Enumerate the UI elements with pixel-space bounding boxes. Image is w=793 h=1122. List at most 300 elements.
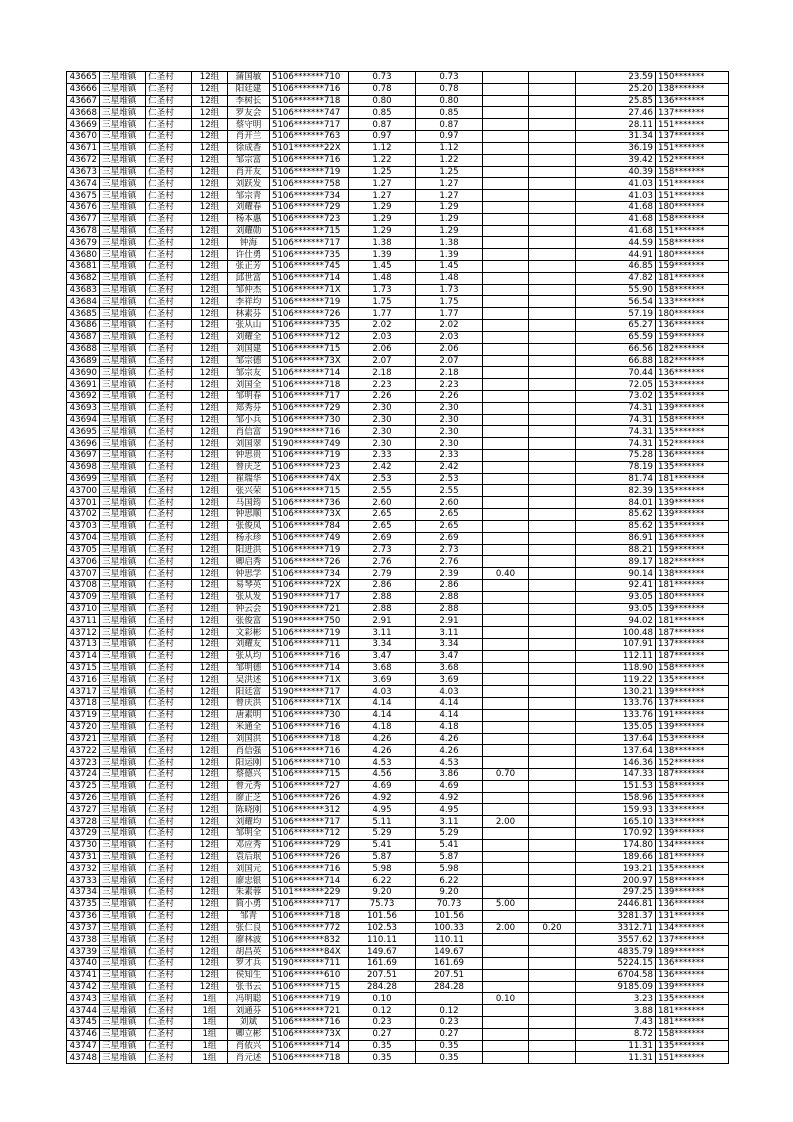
area-part-c-cell: [529, 461, 576, 473]
village-cell: 仁圣村: [146, 1040, 192, 1052]
id-number-cell: 5106*******736: [270, 497, 349, 509]
amount-cell: 65.27: [576, 320, 656, 332]
id-number-cell: 5106*******723: [270, 461, 349, 473]
town-cell: 三星堆镇: [100, 662, 146, 674]
area-part-c-cell: [529, 284, 576, 296]
name-cell: 文彩彬: [228, 627, 270, 639]
subsidy-ledger-table: [66, 71, 729, 1064]
group-cell: 12组: [192, 745, 228, 757]
record-number-cell: 43710: [67, 603, 100, 615]
record-number-cell: 43719: [67, 709, 100, 721]
name-cell: 侯知生: [228, 969, 270, 981]
group-cell: 12组: [192, 331, 228, 343]
group-cell: 12组: [192, 981, 228, 993]
town-cell: 三星堆镇: [100, 627, 146, 639]
table-row: [67, 556, 729, 568]
table-row: [67, 898, 729, 910]
phone-cell: 158*******: [656, 414, 729, 426]
area-part-a-cell: 0.80: [416, 95, 483, 107]
village-cell: 仁圣村: [146, 237, 192, 249]
id-number-cell: 5106*******716: [270, 650, 349, 662]
town-cell: 三星堆镇: [100, 568, 146, 580]
area-total-cell: 0.87: [349, 119, 416, 131]
town-cell: 三星堆镇: [100, 887, 146, 899]
village-cell: 仁圣村: [146, 414, 192, 426]
record-number-cell: 43726: [67, 792, 100, 804]
group-cell: 12组: [192, 201, 228, 213]
amount-cell: 135.05: [576, 721, 656, 733]
table-row: [67, 768, 729, 780]
name-cell: 张书云: [228, 981, 270, 993]
village-cell: 仁圣村: [146, 532, 192, 544]
area-total-cell: 2.23: [349, 379, 416, 391]
phone-cell: 181*******: [656, 615, 729, 627]
area-part-a-cell: 1.22: [416, 154, 483, 166]
phone-cell: 138*******: [656, 568, 729, 580]
area-part-c-cell: [529, 910, 576, 922]
amount-cell: 41.03: [576, 178, 656, 190]
town-cell: 三星堆镇: [100, 745, 146, 757]
area-part-b-cell: [483, 72, 529, 84]
area-part-a-cell: 2.65: [416, 509, 483, 521]
phone-cell: 139*******: [656, 509, 729, 521]
area-part-c-cell: [529, 95, 576, 107]
amount-cell: 81.74: [576, 473, 656, 485]
area-part-c-cell: [529, 1005, 576, 1017]
village-cell: 仁圣村: [146, 863, 192, 875]
town-cell: 三星堆镇: [100, 379, 146, 391]
area-part-a-cell: 2.73: [416, 544, 483, 556]
table-row: [67, 178, 729, 190]
record-number-cell: 43699: [67, 473, 100, 485]
record-number-cell: 43665: [67, 72, 100, 84]
area-total-cell: 1.25: [349, 166, 416, 178]
area-part-c-cell: [529, 816, 576, 828]
area-part-c-cell: [529, 379, 576, 391]
phone-cell: 180*******: [656, 249, 729, 261]
table-row: [67, 485, 729, 497]
name-cell: 杨本惠: [228, 213, 270, 225]
name-cell: 邱世富: [228, 272, 270, 284]
phone-cell: 138*******: [656, 745, 729, 757]
name-cell: 阳廷建: [228, 83, 270, 95]
record-number-cell: 43739: [67, 946, 100, 958]
area-total-cell: 0.78: [349, 83, 416, 95]
id-number-cell: 5106*******749: [270, 532, 349, 544]
village-cell: 仁圣村: [146, 473, 192, 485]
area-part-b-cell: 2.00: [483, 922, 529, 934]
table-row: [67, 957, 729, 969]
amount-cell: 74.31: [576, 402, 656, 414]
id-number-cell: 5106*******730: [270, 414, 349, 426]
area-part-c-cell: [529, 686, 576, 698]
group-cell: 12组: [192, 568, 228, 580]
village-cell: 仁圣村: [146, 922, 192, 934]
area-part-c-cell: [529, 780, 576, 792]
record-number-cell: 43700: [67, 485, 100, 497]
area-part-a-cell: 2.91: [416, 615, 483, 627]
record-number-cell: 43685: [67, 308, 100, 320]
area-part-c-cell: [529, 331, 576, 343]
id-number-cell: 5106*******714: [270, 1040, 349, 1052]
table-row: [67, 379, 729, 391]
town-cell: 三星堆镇: [100, 686, 146, 698]
name-cell: 肖元述: [228, 1052, 270, 1064]
area-part-a-cell: 9.20: [416, 887, 483, 899]
area-part-a-cell: 2.53: [416, 473, 483, 485]
table-row: [67, 119, 729, 131]
area-total-cell: 9.20: [349, 887, 416, 899]
group-cell: 12组: [192, 119, 228, 131]
group-cell: 12组: [192, 863, 228, 875]
name-cell: 肖信强: [228, 745, 270, 757]
town-cell: 三星堆镇: [100, 946, 146, 958]
group-cell: 12组: [192, 698, 228, 710]
area-part-a-cell: 2.30: [416, 402, 483, 414]
phone-cell: 139*******: [656, 721, 729, 733]
table-row: [67, 261, 729, 273]
table-row: [67, 213, 729, 225]
name-cell: 阳廷富: [228, 686, 270, 698]
town-cell: 三星堆镇: [100, 343, 146, 355]
record-number-cell: 43723: [67, 757, 100, 769]
area-part-a-cell: 2.88: [416, 603, 483, 615]
id-number-cell: 5106*******729: [270, 839, 349, 851]
table-row: [67, 320, 729, 332]
area-part-c-cell: [529, 792, 576, 804]
village-cell: 仁圣村: [146, 520, 192, 532]
area-part-b-cell: [483, 757, 529, 769]
id-number-cell: 5106*******747: [270, 107, 349, 119]
id-number-cell: 5106*******729: [270, 402, 349, 414]
name-cell: 邹宗青: [228, 190, 270, 202]
town-cell: 三星堆镇: [100, 721, 146, 733]
area-part-a-cell: 2.39: [416, 568, 483, 580]
record-number-cell: 43680: [67, 249, 100, 261]
area-part-a-cell: 110.11: [416, 934, 483, 946]
table-row: [67, 946, 729, 958]
phone-cell: 187*******: [656, 650, 729, 662]
table-row: [67, 981, 729, 993]
village-cell: 仁圣村: [146, 887, 192, 899]
town-cell: 三星堆镇: [100, 402, 146, 414]
area-part-a-cell: 2.65: [416, 520, 483, 532]
area-part-b-cell: [483, 556, 529, 568]
group-cell: 12组: [192, 851, 228, 863]
table-row: [67, 426, 729, 438]
group-cell: 12组: [192, 178, 228, 190]
area-total-cell: 3.69: [349, 674, 416, 686]
town-cell: 三星堆镇: [100, 828, 146, 840]
amount-cell: 165.10: [576, 816, 656, 828]
amount-cell: 3281.37: [576, 910, 656, 922]
area-part-b-cell: [483, 296, 529, 308]
group-cell: 12组: [192, 261, 228, 273]
area-part-c-cell: [529, 473, 576, 485]
area-part-b-cell: [483, 343, 529, 355]
table-row: [67, 438, 729, 450]
village-cell: 仁圣村: [146, 343, 192, 355]
amount-cell: 8.72: [576, 1028, 656, 1040]
area-part-c-cell: [529, 969, 576, 981]
table-row: [67, 686, 729, 698]
table-row: [67, 568, 729, 580]
amount-cell: 119.22: [576, 674, 656, 686]
village-cell: 仁圣村: [146, 698, 192, 710]
name-cell: 肖开友: [228, 166, 270, 178]
name-cell: 许仕勇: [228, 249, 270, 261]
table-row: [67, 1040, 729, 1052]
phone-cell: 159*******: [656, 261, 729, 273]
group-cell: 12组: [192, 320, 228, 332]
area-part-c-cell: [529, 946, 576, 958]
record-number-cell: 43706: [67, 556, 100, 568]
group-cell: 12组: [192, 166, 228, 178]
town-cell: 三星堆镇: [100, 709, 146, 721]
id-number-cell: 5106*******716: [270, 863, 349, 875]
area-total-cell: 2.30: [349, 402, 416, 414]
town-cell: 三星堆镇: [100, 225, 146, 237]
area-part-b-cell: 0.10: [483, 993, 529, 1005]
record-number-cell: 43741: [67, 969, 100, 981]
group-cell: 12组: [192, 591, 228, 603]
area-total-cell: 2.79: [349, 568, 416, 580]
village-cell: 仁圣村: [146, 154, 192, 166]
amount-cell: 107.91: [576, 639, 656, 651]
amount-cell: 3312.71: [576, 922, 656, 934]
area-part-b-cell: [483, 367, 529, 379]
id-number-cell: 5106*******710: [270, 757, 349, 769]
name-cell: 邹小兵: [228, 414, 270, 426]
town-cell: 三星堆镇: [100, 957, 146, 969]
area-part-c-cell: [529, 201, 576, 213]
area-total-cell: 3.68: [349, 662, 416, 674]
area-part-b-cell: [483, 780, 529, 792]
record-number-cell: 43678: [67, 225, 100, 237]
area-total-cell: 2.69: [349, 532, 416, 544]
record-number-cell: 43683: [67, 284, 100, 296]
amount-cell: 31.34: [576, 131, 656, 143]
area-part-c-cell: [529, 1052, 576, 1064]
area-part-b-cell: [483, 981, 529, 993]
amount-cell: 159.93: [576, 804, 656, 816]
id-number-cell: 5106*******717: [270, 119, 349, 131]
area-total-cell: 0.97: [349, 131, 416, 143]
phone-cell: 135*******: [656, 520, 729, 532]
amount-cell: 73.02: [576, 390, 656, 402]
amount-cell: 189.66: [576, 851, 656, 863]
id-number-cell: 5106*******718: [270, 733, 349, 745]
town-cell: 三星堆镇: [100, 438, 146, 450]
area-part-a-cell: 207.51: [416, 969, 483, 981]
area-part-a-cell: 3.47: [416, 650, 483, 662]
area-part-c-cell: [529, 414, 576, 426]
group-cell: 12组: [192, 887, 228, 899]
area-part-c-cell: [529, 520, 576, 532]
phone-cell: 135*******: [656, 426, 729, 438]
amount-cell: 3557.62: [576, 934, 656, 946]
village-cell: 仁圣村: [146, 1052, 192, 1064]
area-part-a-cell: [416, 993, 483, 1005]
group-cell: 12组: [192, 804, 228, 816]
phone-cell: 182*******: [656, 343, 729, 355]
phone-cell: 135*******: [656, 485, 729, 497]
phone-cell: 158*******: [656, 166, 729, 178]
amount-cell: 90.14: [576, 568, 656, 580]
area-part-a-cell: 2.06: [416, 343, 483, 355]
table-row: [67, 709, 729, 721]
record-number-cell: 43687: [67, 331, 100, 343]
area-part-b-cell: 0.40: [483, 568, 529, 580]
amount-cell: 112.11: [576, 650, 656, 662]
village-cell: 仁圣村: [146, 627, 192, 639]
group-cell: 12组: [192, 225, 228, 237]
table-row: [67, 839, 729, 851]
name-cell: 钟思贵: [228, 450, 270, 462]
id-number-cell: 5106*******71X: [270, 284, 349, 296]
area-part-c-cell: [529, 450, 576, 462]
town-cell: 三星堆镇: [100, 804, 146, 816]
group-cell: 12组: [192, 379, 228, 391]
area-part-c-cell: [529, 828, 576, 840]
area-part-b-cell: [483, 450, 529, 462]
record-number-cell: 43711: [67, 615, 100, 627]
town-cell: 三星堆镇: [100, 1040, 146, 1052]
area-total-cell: 1.39: [349, 249, 416, 261]
record-number-cell: 43671: [67, 142, 100, 154]
area-total-cell: 5.11: [349, 816, 416, 828]
table-row: [67, 650, 729, 662]
amount-cell: 174.80: [576, 839, 656, 851]
village-cell: 仁圣村: [146, 934, 192, 946]
village-cell: 仁圣村: [146, 272, 192, 284]
table-row: [67, 331, 729, 343]
amount-cell: 46.85: [576, 261, 656, 273]
id-number-cell: 5106*******718: [270, 95, 349, 107]
name-cell: 李树长: [228, 95, 270, 107]
phone-cell: 181*******: [656, 473, 729, 485]
group-cell: 12组: [192, 934, 228, 946]
area-part-a-cell: 2.30: [416, 426, 483, 438]
name-cell: 卿立彬: [228, 1028, 270, 1040]
area-part-b-cell: [483, 497, 529, 509]
record-number-cell: 43734: [67, 887, 100, 899]
table-row: [67, 355, 729, 367]
area-part-b-cell: [483, 875, 529, 887]
amount-cell: 3.88: [576, 1005, 656, 1017]
id-number-cell: 5190*******716: [270, 426, 349, 438]
area-part-b-cell: [483, 390, 529, 402]
area-part-b-cell: [483, 154, 529, 166]
area-total-cell: 3.11: [349, 627, 416, 639]
area-part-a-cell: 0.78: [416, 83, 483, 95]
amount-cell: 74.31: [576, 438, 656, 450]
id-number-cell: 5106*******726: [270, 792, 349, 804]
table-row: [67, 828, 729, 840]
amount-cell: 25.85: [576, 95, 656, 107]
town-cell: 三星堆镇: [100, 839, 146, 851]
area-part-b-cell: [483, 509, 529, 521]
id-number-cell: 5106*******718: [270, 910, 349, 922]
group-cell: 12组: [192, 72, 228, 84]
group-cell: 12组: [192, 83, 228, 95]
amount-cell: 74.31: [576, 414, 656, 426]
village-cell: 仁圣村: [146, 213, 192, 225]
group-cell: 12组: [192, 237, 228, 249]
record-number-cell: 43735: [67, 898, 100, 910]
amount-cell: 151.53: [576, 780, 656, 792]
town-cell: 三星堆镇: [100, 154, 146, 166]
record-number-cell: 43688: [67, 343, 100, 355]
table-row: [67, 887, 729, 899]
record-number-cell: 43704: [67, 532, 100, 544]
village-cell: 仁圣村: [146, 733, 192, 745]
village-cell: 仁圣村: [146, 981, 192, 993]
area-part-c-cell: [529, 131, 576, 143]
record-number-cell: 43689: [67, 355, 100, 367]
area-part-a-cell: 0.12: [416, 1005, 483, 1017]
table-row: [67, 473, 729, 485]
name-cell: 郑秀芬: [228, 402, 270, 414]
table-row: [67, 414, 729, 426]
amount-cell: 130.21: [576, 686, 656, 698]
area-part-c-cell: [529, 402, 576, 414]
area-part-a-cell: 4.03: [416, 686, 483, 698]
area-total-cell: 1.12: [349, 142, 416, 154]
phone-cell: 135*******: [656, 792, 729, 804]
area-part-b-cell: 5.00: [483, 898, 529, 910]
area-part-c-cell: 0.20: [529, 922, 576, 934]
town-cell: 三星堆镇: [100, 450, 146, 462]
name-cell: 刘耀友: [228, 639, 270, 651]
table-row: [67, 532, 729, 544]
area-part-c-cell: [529, 721, 576, 733]
record-number-cell: 43675: [67, 190, 100, 202]
amount-cell: 118.90: [576, 662, 656, 674]
table-row: [67, 698, 729, 710]
area-total-cell: 0.73: [349, 72, 416, 84]
area-part-b-cell: [483, 603, 529, 615]
village-cell: 仁圣村: [146, 1017, 192, 1029]
town-cell: 三星堆镇: [100, 792, 146, 804]
phone-cell: 136*******: [656, 450, 729, 462]
area-part-b-cell: [483, 839, 529, 851]
phone-cell: 136*******: [656, 367, 729, 379]
area-part-b-cell: [483, 650, 529, 662]
area-total-cell: 5.87: [349, 851, 416, 863]
area-part-a-cell: 0.85: [416, 107, 483, 119]
group-cell: 12组: [192, 946, 228, 958]
amount-cell: 11.31: [576, 1040, 656, 1052]
group-cell: 12组: [192, 733, 228, 745]
town-cell: 三星堆镇: [100, 816, 146, 828]
area-part-b-cell: [483, 485, 529, 497]
village-cell: 仁圣村: [146, 497, 192, 509]
name-cell: 刘跃发: [228, 178, 270, 190]
area-part-a-cell: 3.69: [416, 674, 483, 686]
group-cell: 12组: [192, 780, 228, 792]
area-part-b-cell: [483, 284, 529, 296]
record-number-cell: 43707: [67, 568, 100, 580]
area-part-c-cell: [529, 343, 576, 355]
village-cell: 仁圣村: [146, 131, 192, 143]
area-total-cell: 2.65: [349, 520, 416, 532]
area-part-c-cell: [529, 839, 576, 851]
group-cell: 12组: [192, 284, 228, 296]
village-cell: 仁圣村: [146, 438, 192, 450]
table-row: [67, 615, 729, 627]
record-number-cell: 43727: [67, 804, 100, 816]
